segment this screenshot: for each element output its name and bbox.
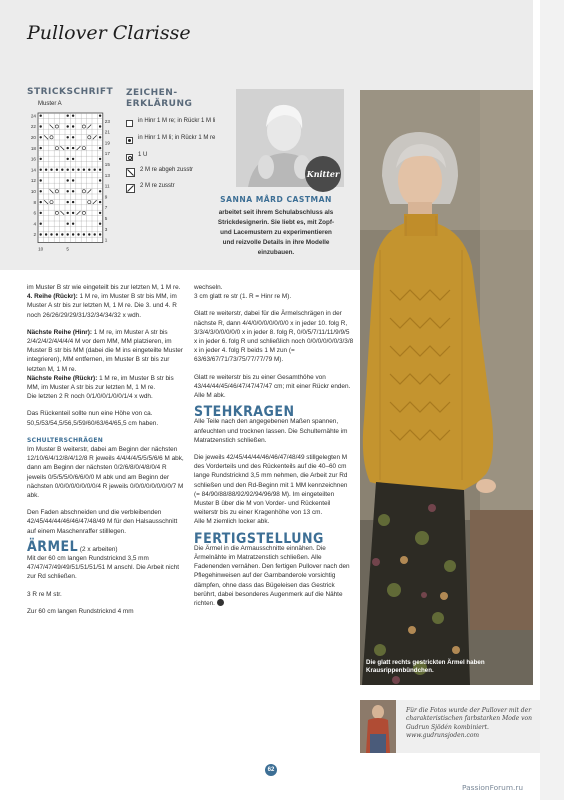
legend-item-knit [126,118,222,127]
slash-left-icon [126,184,135,193]
chart-purl-dot [72,179,74,181]
chart-purl-dot [40,179,42,181]
shoulder-heading: SCHULTERSCHRÄGEN [27,436,104,444]
designer-bio: arbeitet seit ihrem Schulabschluss als Strickdesignerin. Sie liebt es, mit Zopf- und Lacemustern zu experimentieren und reizvolle Details in ihre Modelle einzubauen. [217,209,335,256]
chart-purl-dot [99,169,101,171]
paragraph: im Muster B str wie eingeteilt bis zur letzten M, 1 M re. [27,284,181,291]
chart-row-label-left: 18 [30,145,36,151]
text-column-2 [194,283,354,616]
chart-purl-dot [94,233,96,235]
chart-row-label-right: 11 [104,183,110,189]
paragraph: Glatt re weiterstr bis zu einer Gesamthöhe von 43/44/44/45/46/47/47/47/47 cm; mit einer Rückr enden. [194,373,351,390]
chart-purl-dot [99,233,101,235]
chart-purl-dot [40,125,42,127]
chart-row-label-left: 16 [30,156,36,162]
chart-purl-dot [72,169,74,171]
chart-purl-dot [99,223,101,225]
sleeve-heading: ÄRMEL [27,538,79,555]
chart-purl-dot [83,233,85,235]
chart-purl-dot [61,233,63,235]
paragraph: Alle Teile nach den angegebenen Maßen spannen, anfeuchten und trocknen lassen. Die Schulternähte im Matratzenstich schließen. [194,418,348,444]
chart-row-label-right: 17 [104,151,110,157]
chart-purl-dot [40,115,42,117]
chart-purl-dot [88,169,90,171]
paragraph: Im Muster B weiterstr, dabei am Beginn der nächsten 12/10/6/4/12/8/4/12/8 R jeweils 4/4/4/4/5/5/5/6/6 M abk, dann am Beginn der nächsten 0/2/6/8/0/4/8/0/4 R jeweils 0/5/5/5/0/6/6/0/0 M abk und am Beginn der nächsten 0/0/0/0/0/0/0/0/4 R jeweils 0/0/0/0/0/0/0/0/7 M abk. [27,446,184,500]
model-photo [360,90,533,685]
chart-row-label-right: 9 [104,194,108,200]
chart-row-label-right: 1 [104,237,108,243]
chart-purl-dot [67,169,69,171]
chart-purl-dot [72,233,74,235]
chart-purl-dot [40,233,42,235]
chart-purl-dot [94,169,96,171]
chart-purl-dot [56,169,58,171]
chart-purl-dot [72,125,74,127]
legend-list [126,118,222,193]
legend-item-text: 2 M re abgeh zusstr [140,167,194,173]
knitter-badge: Knitter [305,156,341,192]
chart-purl-dot [77,233,79,235]
knitting-chart [25,111,117,258]
page-title: Pullover Clarisse [27,22,191,44]
paragraph: Die jeweils 42/45/44/44/46/46/47/48/49 stillgelegten M des Vorderteils und des Rückenteils auf die 40–60 cm lange Rundstricknd 3,5 mm nehmen, die Arbeit zur Rd schließen und den Rd-Beginn mit 1 MM kennzeichnen (= 84/90/88/88/92/92/94/96/98 M). Im eingeteilten Muster B über die M von Vorder- und Rückenteil weiterstr bis zu einer Kragenhöhe von 13 cm. [194,454,348,517]
paragraph: Alle M abk. [194,392,226,400]
credit-text: Für die Fotos wurde der Pullover mit der charakteristischen farbstarken Mode von Gudrun Sjödén kombiniert. www.gudrunsjoden.com [406,707,532,740]
chart-purl-dot [61,169,63,171]
legend-item-yarnover [126,152,222,161]
paragraph: Mit der 60 cm langen Rundstricknd 3,5 mm 47/47/47/49/49/51/51/51/51 M anschl. Die Arbeit nicht zur Rd schließen. [27,555,180,581]
chart-purl-dot [99,179,101,181]
chart-purl-dot [77,169,79,171]
legend-heading-line1: ZEICHEN- [126,88,178,98]
chart-purl-dot [67,233,69,235]
end-mark-icon [217,599,224,606]
paragraph-row4 [27,292,185,320]
chart-purl-dot [72,147,74,149]
chart-purl-dot [99,125,101,127]
chart-col-label: 5 [66,246,69,252]
chart-purl-dot [45,233,47,235]
chart-row-label-right: 21 [104,129,110,135]
chart-purl-dot [50,233,52,235]
chart-purl-dot [99,190,101,192]
photo-caption: Die glatt rechts gestrickten Ärmel haben Krausrippenbündchen. [366,659,485,674]
page-edge-strip [540,0,564,800]
dot-box-icon [126,137,133,144]
paragraph [194,544,354,608]
chart-purl-dot [72,190,74,192]
slash-right-icon [126,168,135,177]
paragraph: wechseln. [194,284,223,291]
paragraph: Den Faden abschneiden und die verbleibenden 42/45/44/44/46/46/47/48/49 M für den Halsausschnitt auf einem Maschenraffer stilllegen. [27,509,178,535]
chart-purl-dot [67,147,69,149]
paragraph-next-row-rs [27,328,185,374]
chart-purl-dot [40,136,42,138]
chart-row-label-left: 4 [33,221,36,227]
chart-row-label-left: 12 [30,178,36,184]
chart-purl-dot [40,190,42,192]
chart-purl-dot [88,233,90,235]
row-label: 4. Reihe (Rückr): [27,293,78,301]
legend-item-ssk [126,167,222,177]
paragraph: Die letzten 2 R noch 0/1/0/0/1/0/0/1/4 x wdh. [27,393,153,401]
chart-purl-dot [67,179,69,181]
chart-purl-dot [40,212,42,214]
text-column-1 [27,283,185,624]
chart-purl-dot [72,115,74,117]
chart-purl-dot [72,212,74,214]
chart-row-label-left: 2 [33,232,36,238]
model-illustration [360,90,533,685]
circle-box-icon [126,154,133,161]
finish-text: Die Ärmel in die Armausschnitte einnähen. Die Ärmelnähte im Matratzenstich schließen. Alle Fadenenden vernähen. Den fertigen Pullover nach den Pflegehinweisen auf der Garnbanderole vorsichtig dämpfen, ohne dass das Bügeleisen das Gestrick berührt, dabei besonderes Augenmerk auf die Nähte richten. [194,544,350,608]
chart-row-label-left: 24 [30,113,36,119]
chart-purl-dot [67,125,69,127]
chart-purl-dot [40,169,42,171]
chart-purl-dot [67,190,69,192]
chart-row-label-left: 20 [30,135,36,140]
paragraph: 3 R re M str. [27,590,62,598]
chart-purl-dot [99,158,101,160]
collar-heading: STEHKRAGEN [194,404,295,421]
chart-purl-dot [99,136,101,138]
row-text: 1 M re, im Muster A str bis 2/4/2/4/2/4/4/4/4 M vor dem MM, MM platzieren, im Muster B str bis MM (dabei die M ins eingeteilte Muster integrieren), MM entfernen, im Muster B str bis zur letzten M, 1 M re. [27,328,183,373]
legend-item-k2tog [126,183,222,193]
chart-row-label-right: 13 [104,172,110,178]
paragraph: Glatt re weiterstr, dabei für die Ärmelschrägen in der nächste R, dann 4/4/0/0/0/0/0/0/0 x in jeder 10. folg R, 3/3/4/3/0/0/0/0/0 x in jeder 8. folg R, 0/0/5/7/11/11/9/9/5 x in jeder 6. folg R und schließlich noch 0/0/0/0/0/0/3/3/8 x in jeder 4. folg R beids 1 M zun (= 63/63/67/71/73/75/77/77/79 M). [194,310,354,364]
finish-heading: FERTIGSTELLUNG [194,530,324,547]
designer-name: SANNA MÅRD CASTMAN [220,195,332,204]
sleeve-heading-row [27,538,185,555]
chart-purl-dot [72,136,74,138]
legend-heading-line2: ERKLÄRUNG [126,99,193,109]
chart-row-label-left: 14 [30,167,36,173]
empty-box-icon [126,120,133,127]
chart-purl-dot [40,223,42,225]
watermark: PassionForum.ru [462,783,524,792]
chart-purl-dot [72,223,74,225]
credit-thumbnail [360,700,396,753]
chart-purl-dot [67,201,69,203]
credit-box [360,700,540,753]
paragraph: Das Rückenteil sollte nun eine Höhe von ca. 50,5/53/54,5/56,5/59/60/63/64/65,5 cm haben. [27,410,159,427]
row-label: Nächste Reihe (Rückr): [27,374,98,382]
chart-purl-dot [40,201,42,203]
paragraph-next-row-ws [27,374,185,392]
chart-purl-dot [72,201,74,203]
paragraph: Zur 60 cm langen Rundstricknd 4 mm [27,607,134,615]
chart-purl-dot [67,158,69,160]
chart-purl-dot [56,233,58,235]
legend-heading [126,88,192,110]
legend-item-text: in Hinr 1 M li; in Rückr 1 M re [138,135,216,141]
row-text: 1 M re, im Muster B str bis MM, im Muster A str bis zur letzten M, 1 M re. Die 3. und 4. R noch 26/26/29/29/31/32/34/34/32 x wdh. [27,293,177,319]
chart-purl-dot [99,212,101,214]
chart-purl-dot [50,169,52,171]
row-text: 1 M re, im Muster B str bis MM, im Muster A str bis zur letzten M, 1 M re. [27,374,174,392]
chart-purl-dot [99,201,101,203]
chart-purl-dot [67,223,69,225]
legend-item-text: in Hinr 1 M re; in Rückr 1 M li [138,118,216,124]
legend-item-purl [126,135,222,144]
chart-row-label-left: 6 [33,210,36,216]
chart-col-label: 10 [38,246,44,252]
chart-row-label-left: 22 [30,124,36,130]
chart-purl-dot [67,136,69,138]
chart-purl-dot [67,212,69,214]
chart-row-label-left: 10 [30,189,36,194]
chart-row-label-right: 23 [104,118,110,124]
legend-item-text: 1 U [138,152,148,158]
chart-row-label-right: 5 [104,216,108,221]
sleeve-subheading: (2 x arbeiten) [79,545,118,553]
chart-purl-dot [40,147,42,149]
chart-subheading: Muster A [38,101,62,107]
chart-row-label-right: 3 [104,226,108,232]
chart-purl-dot [99,115,101,117]
chart-purl-dot [45,169,47,171]
page-number: 62 [265,764,277,776]
paragraph: Alle M ziemlich locker abk. [194,518,270,526]
chart-purl-dot [72,158,74,160]
chart-purl-dot [83,169,85,171]
row-label: Nächste Reihe (Hinr): [27,328,92,336]
chart-row-label-right: 7 [104,205,108,211]
chart-purl-dot [67,115,69,117]
paragraph: 3 cm glatt re str (1. R = Hinr re M). [194,293,292,301]
chart-purl-dot [40,158,42,160]
chart-row-label-right: 19 [104,140,110,146]
chart-purl-dot [99,147,101,149]
chart-heading: STRICKSCHRIFT [27,87,114,97]
chart-row-label-right: 15 [104,162,110,167]
legend-item-text: 2 M re zusstr [140,183,175,189]
chart-row-label-left: 8 [33,199,36,205]
